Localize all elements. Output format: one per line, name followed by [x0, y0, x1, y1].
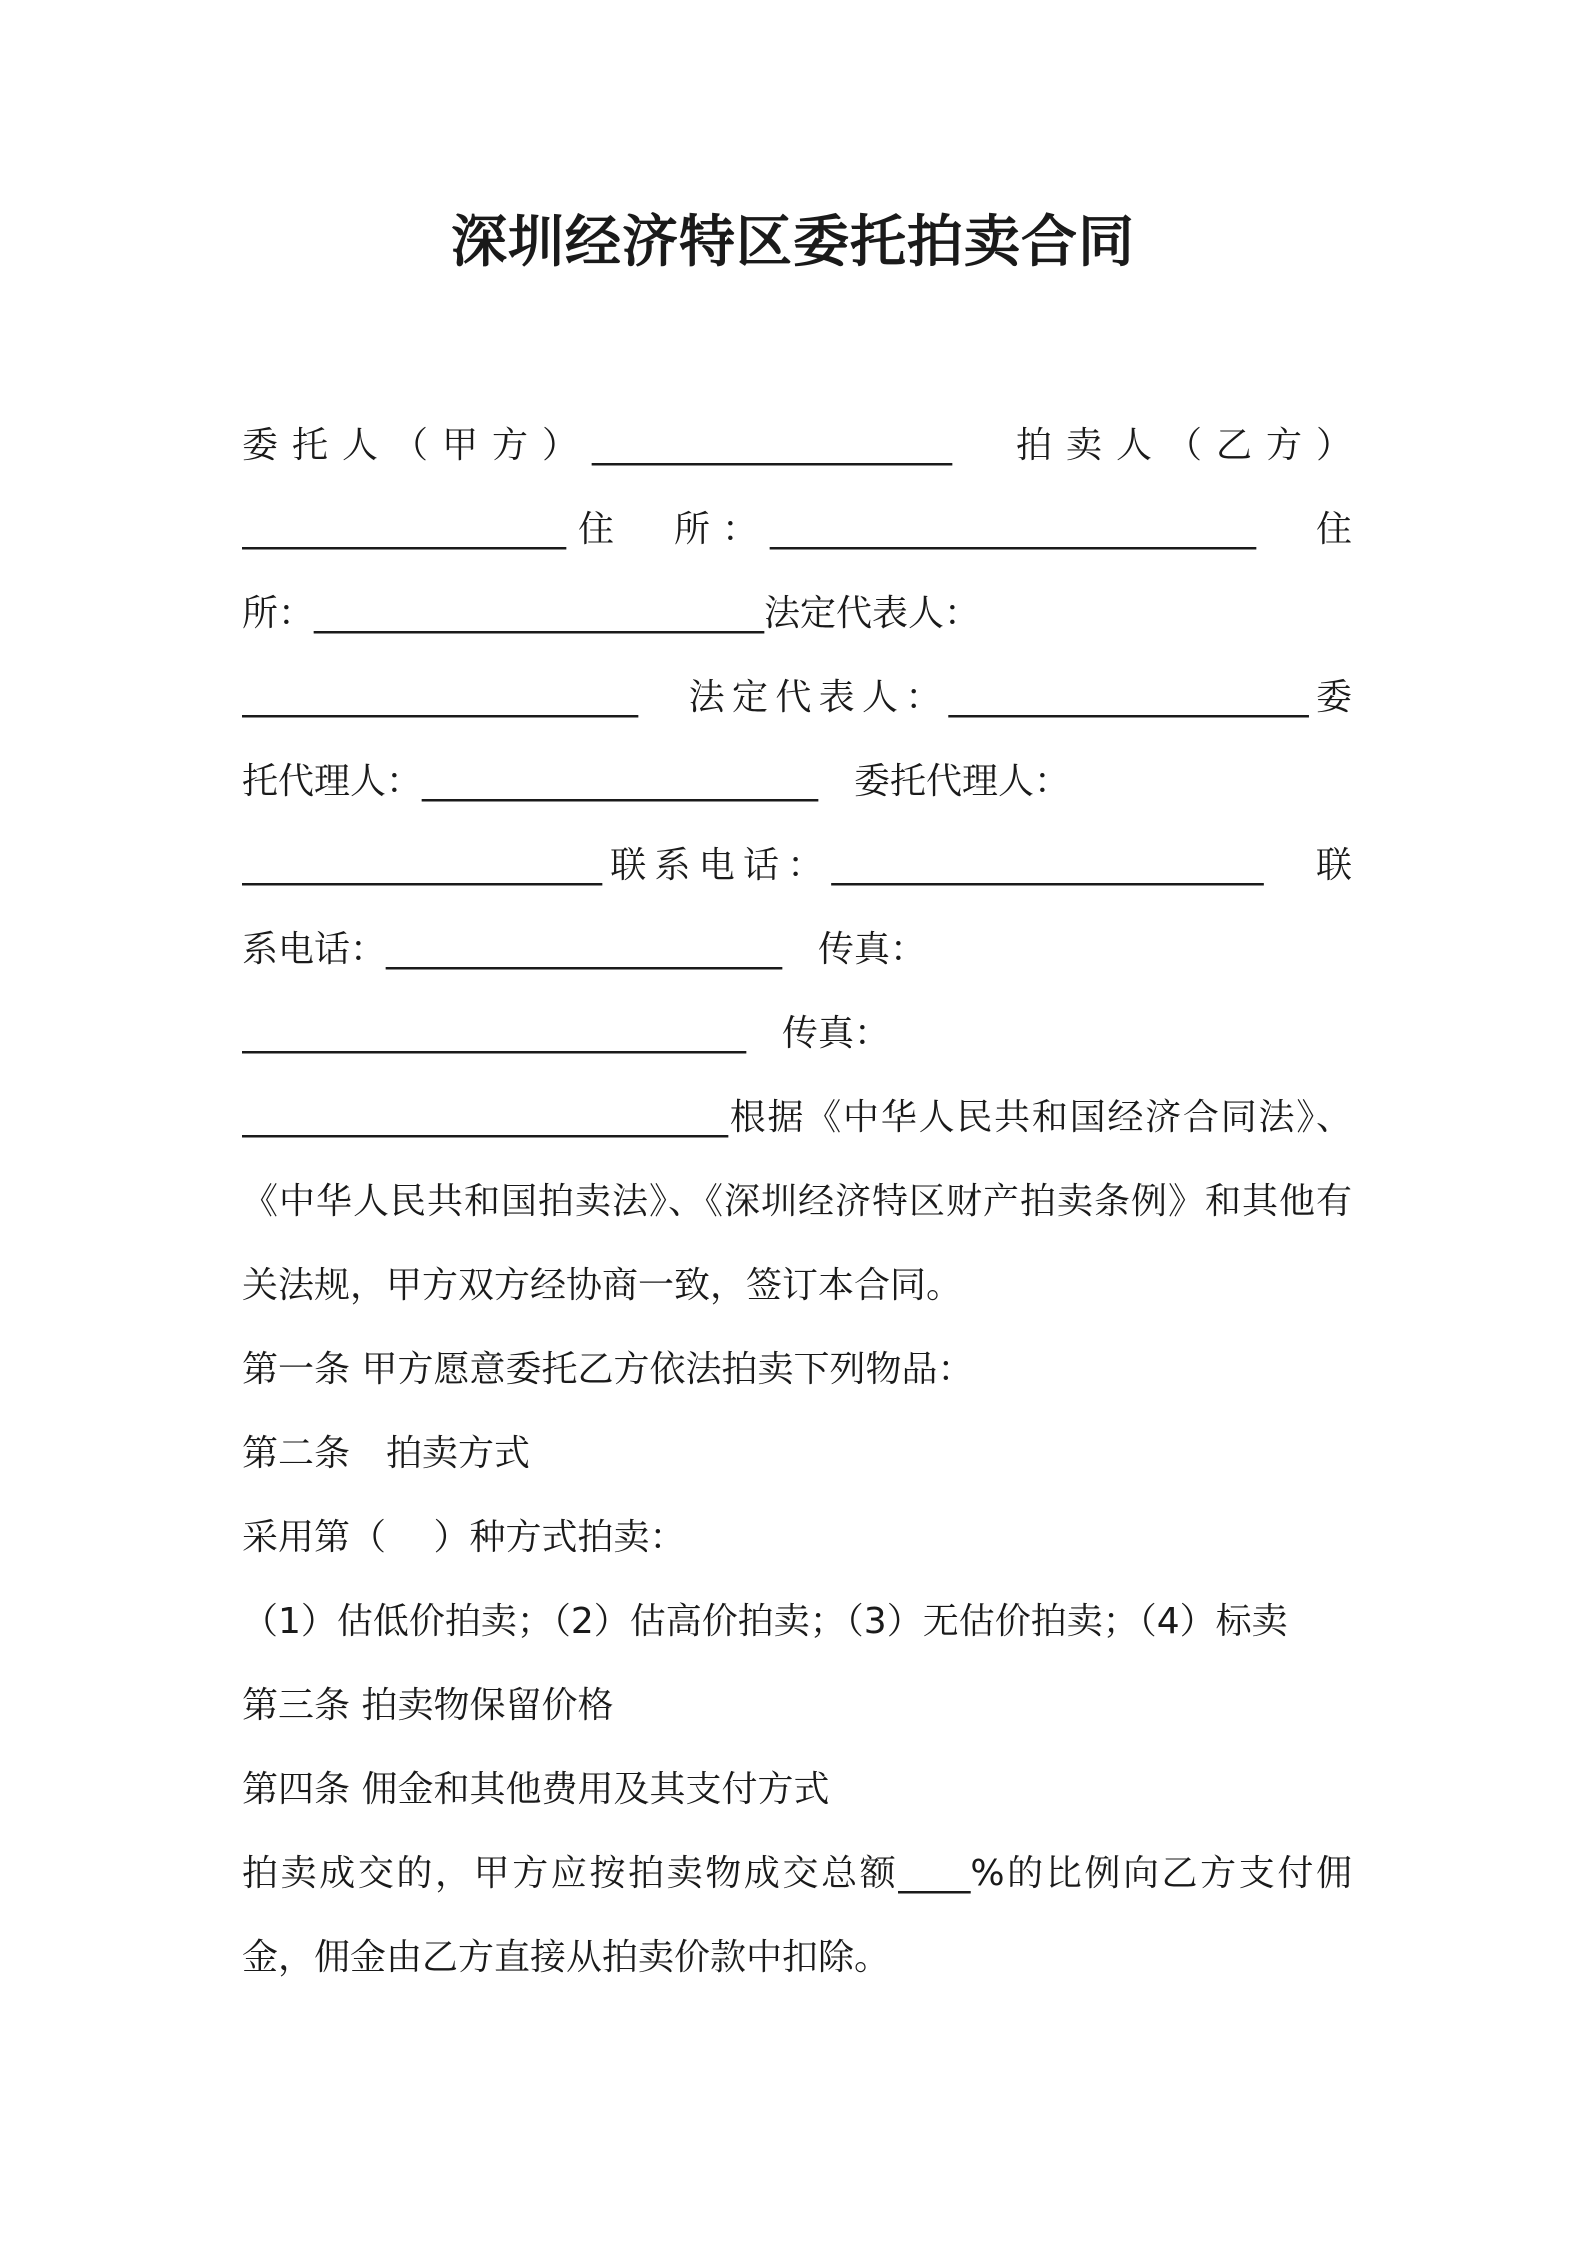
article-4-heading: 第四条 佣金和其他费用及其支付方式 [242, 1769, 830, 1810]
text-line: ___________________________根据《中华人民共和国经济合同法》、 [242, 1097, 1352, 1138]
document-title: 深圳经济特区委托拍卖合同 [451, 210, 1135, 275]
article-2-heading: 第二条 拍卖方式 [242, 1433, 531, 1474]
text-line: 关法规，甲方双方经协商一致，签订本合同。 [242, 1265, 963, 1306]
text-line: 托代理人：______________________ 委托代理人： [242, 761, 1071, 802]
text-line: ______________________ 法定代表人：____________________委 [242, 677, 1352, 718]
text-line: 采用第（ ）种方式拍卖： [242, 1517, 686, 1558]
document-body [242, 404, 1352, 2000]
text-line: ____________________联系电话：________________________ 联 [242, 845, 1352, 886]
auction-methods-list: （1）估低价拍卖；（2）估高价拍卖；（3）无估价拍卖；（4）标卖 [242, 1601, 1288, 1642]
text-line: 系电话：______________________ 传真： [242, 929, 927, 970]
text-line: __________________住 所：___________________________ 住 [242, 509, 1352, 550]
article-1-heading: 第一条 甲方愿意委托乙方依法拍卖下列物品： [242, 1349, 974, 1390]
article-3-heading: 第三条 拍卖物保留价格 [242, 1685, 614, 1726]
text-line: ____________________________ 传真： [242, 1013, 891, 1054]
text-line: 拍卖成交的，甲方应按拍卖物成交总额____%的比例向乙方支付佣 [242, 1853, 1352, 1894]
text-line: 所：_________________________法定代表人： [242, 593, 981, 634]
text-line: 金，佣金由乙方直接从拍卖价款中扣除。 [242, 1937, 891, 1978]
text-line: 《中华人民共和国拍卖法》、《深圳经济特区财产拍卖条例》和其他有 [242, 1181, 1352, 1222]
text-line: 委托人（甲方）____________________ 拍卖人（乙方） [242, 425, 1352, 466]
